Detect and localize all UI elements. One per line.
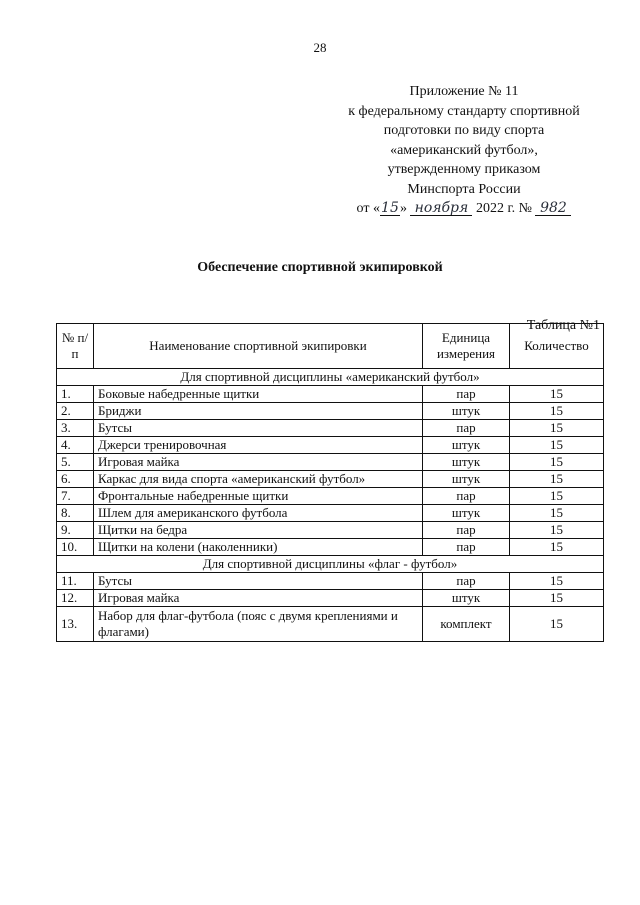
date-year: 2022 г. №: [475, 201, 532, 216]
cell-num: 7.: [57, 488, 94, 505]
cell-unit: штук: [423, 505, 510, 522]
cell-num: 3.: [57, 420, 94, 437]
cell-unit: пар: [423, 539, 510, 556]
cell-num: 12.: [57, 590, 94, 607]
cell-qty: 15: [510, 573, 604, 590]
order-date-line: [330, 199, 598, 219]
handwritten-order-number: 982: [535, 201, 571, 216]
cell-name: Джерси тренировочная: [94, 437, 423, 454]
cell-qty: 15: [510, 403, 604, 420]
cell-qty: 15: [510, 454, 604, 471]
cell-name: Бутсы: [94, 420, 423, 437]
handwritten-month: ноября: [410, 201, 472, 216]
table-row: [57, 488, 604, 505]
cell-name: Набор для флаг-футбола (пояс с двумя креплениями и флагами): [94, 607, 423, 642]
cell-name: Бутсы: [94, 573, 423, 590]
cell-qty: 15: [510, 522, 604, 539]
cell-unit: пар: [423, 573, 510, 590]
table-row: [57, 607, 604, 642]
cell-unit: штук: [423, 403, 510, 420]
cell-num: 8.: [57, 505, 94, 522]
cell-num: 9.: [57, 522, 94, 539]
cell-qty: 15: [510, 505, 604, 522]
handwritten-day: 15: [381, 200, 399, 216]
equipment-table: [56, 323, 604, 642]
cell-name: Игровая майка: [94, 454, 423, 471]
appendix-line: утвержденному приказом: [387, 162, 541, 177]
appendix-line: к федеральному стандарту спортивной: [348, 103, 580, 119]
section-title: Для спортивной дисциплины «флаг - футбол»: [57, 556, 604, 573]
table-row: [57, 386, 604, 403]
header-qty: Количество: [510, 324, 604, 369]
cell-unit: пар: [423, 420, 510, 437]
cell-num: 2.: [57, 403, 94, 420]
header-name: Наименование спортивной экипировки: [94, 324, 423, 369]
appendix-line: «американский футбол»,: [390, 142, 538, 158]
cell-num: 11.: [57, 573, 94, 590]
table-header-row: [57, 324, 604, 369]
cell-unit: штук: [423, 590, 510, 607]
table-row: [57, 505, 604, 522]
table-row: [57, 437, 604, 454]
cell-num: 10.: [57, 539, 94, 556]
header-unit: Единица измерения: [423, 324, 510, 369]
table-row: [57, 522, 604, 539]
section-row: [57, 556, 604, 573]
cell-unit: штук: [423, 437, 510, 454]
cell-name: Шлем для американского футбола: [94, 505, 423, 522]
cell-num: 6.: [57, 471, 94, 488]
cell-qty: 15: [510, 607, 604, 642]
cell-unit: штук: [423, 454, 510, 471]
cell-name: Игровая майка: [94, 590, 423, 607]
date-prefix: от «: [356, 201, 380, 216]
cell-name: Боковые набедренные щитки: [94, 386, 423, 403]
appendix-line: Минспорта России: [407, 181, 521, 197]
header-num: № п/п: [57, 324, 94, 369]
cell-qty: 15: [510, 488, 604, 505]
cell-name: Щитки на бедра: [94, 522, 423, 539]
table-row: [57, 420, 604, 437]
cell-unit: пар: [423, 386, 510, 403]
cell-num: 13.: [57, 607, 94, 642]
cell-qty: 15: [510, 471, 604, 488]
cell-unit: комплект: [423, 607, 510, 642]
cell-qty: 15: [510, 437, 604, 454]
cell-num: 5.: [57, 454, 94, 471]
page-number: 28: [313, 40, 327, 55]
cell-name: Бриджи: [94, 403, 423, 420]
cell-unit: пар: [423, 522, 510, 539]
cell-unit: штук: [423, 471, 510, 488]
cell-name: Фронтальные набедренные щитки: [94, 488, 423, 505]
table-row: [57, 573, 604, 590]
appendix-line: Приложение № 11: [409, 84, 519, 99]
document-title: Обеспечение спортивной экипировкой: [197, 260, 443, 275]
date-day-close: »: [399, 201, 407, 216]
table-row: [57, 590, 604, 607]
table-row: [57, 454, 604, 471]
cell-name: Щитки на колени (наколенники): [94, 539, 423, 556]
cell-name: Каркас для вида спорта «американский футбол»: [94, 471, 423, 488]
cell-qty: 15: [510, 590, 604, 607]
table-label: Таблица №1: [526, 318, 600, 333]
cell-qty: 15: [510, 539, 604, 556]
cell-qty: 15: [510, 386, 604, 403]
cell-qty: 15: [510, 420, 604, 437]
cell-unit: пар: [423, 488, 510, 505]
section-title: Для спортивной дисциплины «американский футбол»: [57, 369, 604, 386]
appendix-line: подготовки по виду спорта: [383, 123, 545, 138]
appendix-block: [330, 82, 598, 219]
cell-num: 4.: [57, 437, 94, 454]
table-row: [57, 471, 604, 488]
table-row: [57, 539, 604, 556]
cell-num: 1.: [57, 386, 94, 403]
section-row: [57, 369, 604, 386]
table-row: [57, 403, 604, 420]
